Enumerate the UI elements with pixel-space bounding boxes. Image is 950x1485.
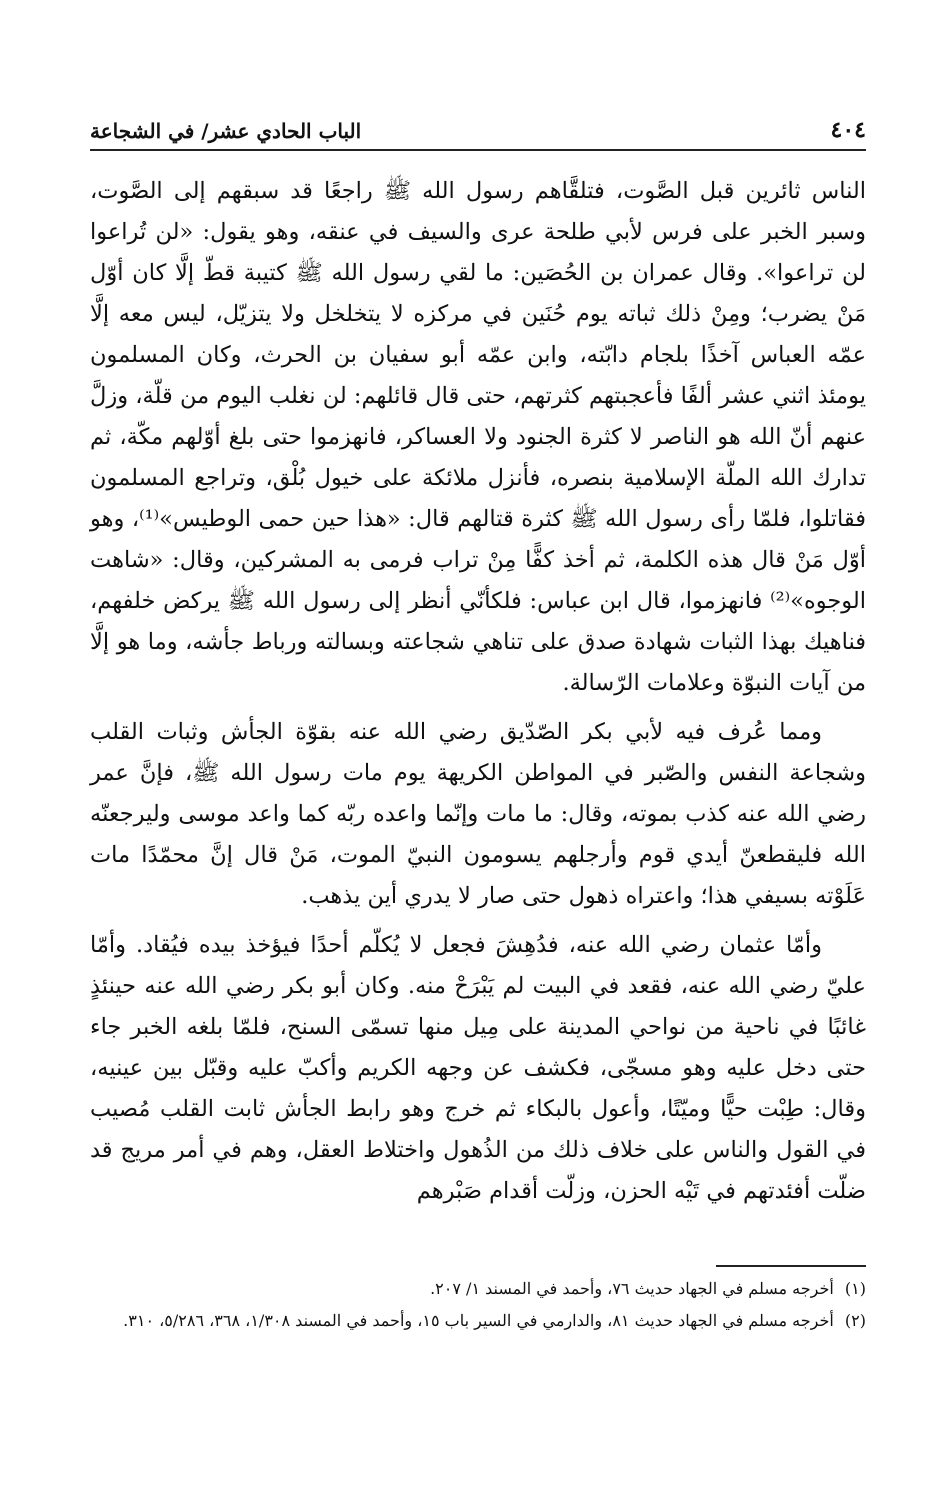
footnote-number: (٢): [844, 1311, 866, 1330]
page-number: ٤٠٤: [830, 117, 866, 143]
footnote-number: (١): [844, 1279, 866, 1298]
paragraph-1: الناس ثائرين قبل الصَّوت، فتلقَّاهم رسول الله ﷺ راجعًا قد سبقهم إلى الصَّوت، وسبر الخبر على فرس لأبي طلحة عرى والسيف في عنقه، وهو يقول: «لن تُراعوا لن تراعوا». وقال عمران بن الحُصَين: ما لقي رسول الله ﷺ كتيبة قطّ إلَّا كان أوّل مَنْ يضرب؛ ومِنْ ذلك ثباته يوم حُنَين في مركزه لا يتخلخل ولا يتزيّل، ليس معه إلَّا عمّه العباس آخذًا بلجام دابّته، وابن عمّه أبو سفيان بن الحرث، وكان المسلمون يومئذ اثني عشر ألفًا فأعجبتهم كثرتهم، حتى قال قائلهم: لن نغلب اليوم من قلّة، وزلَّ عنهم أنّ الله هو الناصر لا كثرة الجنود ولا العساكر، فانهزموا حتى بلغ أوّلهم مكّة، ثم تدارك الله الملّة الإسلامية بنصره، فأنزل ملائكة على خيول بُلْق، وتراجع المسلمون فقاتلوا، فلمّا رأى رسول الله ﷺ كثرة قتالهم قال: «هذا حين حمى الوطيس»⁽¹⁾، وهو أوّل مَنْ قال هذه الكلمة، ثم أخذ كفًّا مِنْ تراب فرمى به المشركين، وقال: «شاهت الوجوه»⁽²⁾ فانهزموا، قال ابن عباس: فلكأنّي أنظر إلى رسول الله ﷺ يركض خلفهم، فناهيك بهذا الثبات شهادة صدق على تناهي شجاعته وبسالته ورباط جأشه، وما هو إلَّا من آيات النبوّة وعلامات الرّسالة.: [90, 178, 866, 696]
footnote-2: [90, 1307, 866, 1335]
footnotes: [90, 1275, 866, 1339]
main-text: [90, 171, 866, 1212]
running-header: [90, 105, 866, 151]
paragraph-3: وأمّا عثمان رضي الله عنه، فدُهِشَ فجعل لا يُكلّم أحدًا فيؤخذ بيده فيُقاد. وأمّا عليّ رضي الله عنه، فقعد في البيت لم يَبْرَحْ منه. وكان أبو بكر رضي الله عنه حينئذٍ غائبًا في ناحية من نواحي المدينة على مِيل منها تسمّى السنح، فلمّا بلغه الخبر جاء حتى دخل عليه وهو مسجّى، فكشف عن وجهه الكريم وأكبّ عليه وقبّل بين عينيه، وقال: طِبْت حيًّا وميّتًا، وأعول بالبكاء ثم خرج وهو رابط الجأش ثابت القلب مُصيب في القول والناس على خلاف ذلك من الذُهول واختلاط العقل، وهم في أمر مريج قد ضلّت أفئدتهم في تَيْه الحزن، وزلّت أقدام صَبْرهم: [90, 932, 866, 1204]
footnote-divider: [716, 1265, 866, 1267]
footnote-1: [90, 1275, 866, 1303]
book-page: [90, 105, 866, 1405]
chapter-title: الباب الحادي عشر/ في الشجاعة: [90, 119, 362, 143]
paragraph-2: ومما عُرف فيه لأبي بكر الصّدّيق رضي الله عنه بقوّة الجأش وثبات القلب وشجاعة النفس والصّبر في المواطن الكريهة يوم مات رسول الله ﷺ، فإنَّ عمر رضي الله عنه كذب بموته، وقال: ما مات وإنّما واعده ربّه كما واعد موسى وليرجعنّه الله فليقطعنّ أيدي قوم وأرجلهم يسومون النبيّ الموت، مَنْ قال إنَّ محمّدًا مات عَلَوْته بسيفي هذا؛ واعتراه ذهول حتى صار لا يدري أين يذهب.: [90, 719, 866, 909]
footnote-text: أخرجه مسلم في الجهاد حديث ٨١، والدارمي في السير باب ١٥، وأحمد في المسند ١/٣٠٨، ٣٦٨، ٥/٢٨٦، ٣١٠.: [123, 1311, 834, 1330]
footnote-text: أخرجه مسلم في الجهاد حديث ٧٦، وأحمد في المسند ١/ ٢٠٧.: [430, 1279, 834, 1298]
